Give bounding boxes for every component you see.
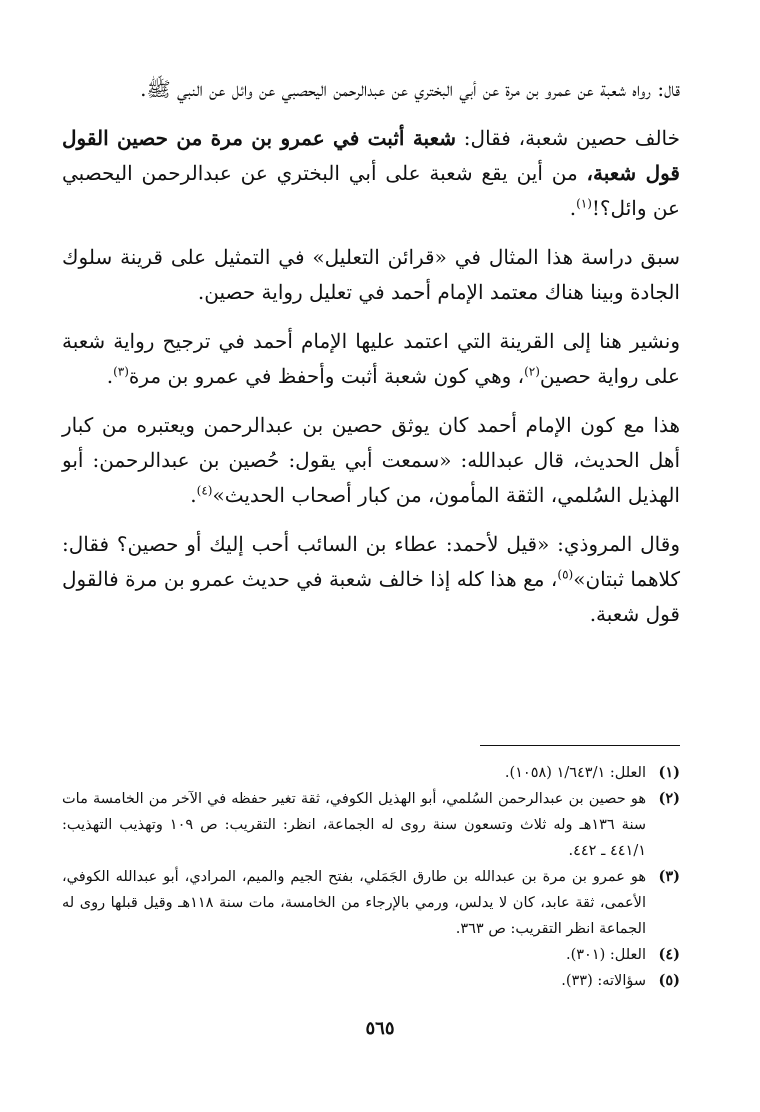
footnote-number: (٥) bbox=[658, 972, 680, 989]
footnote-number: (٢) bbox=[658, 790, 680, 807]
footnote-ref-2: (٢) bbox=[524, 364, 540, 379]
paragraph-3 bbox=[62, 240, 680, 310]
footnote-ref-5: (٥) bbox=[557, 567, 574, 582]
footnote-text: العلل: ١/٦٤٣/١ (١٠٥٨). bbox=[504, 765, 646, 781]
paragraph-3-text: سبق دراسة هذا المثال في «قرائن التعليل» في التمثيل على قرينة سلوك الجادة وبينا هناك معتمد الإمام أحمد في تعليل رواية حصين. bbox=[62, 245, 680, 304]
paragraph-5-end: . bbox=[190, 483, 197, 507]
paragraph-2-bold: شعبة أثبت في عمرو بن مرة من حصين القول قول شعبة، bbox=[62, 126, 680, 185]
paragraph-2 bbox=[62, 121, 680, 226]
footnote-3 bbox=[62, 864, 680, 942]
main-text bbox=[62, 72, 680, 646]
paragraph-4 bbox=[62, 324, 680, 394]
footnote-5 bbox=[62, 968, 680, 994]
page-number: ٥٦٥ bbox=[365, 1018, 395, 1039]
paragraph-5-text: هذا مع كون الإمام أحمد كان يوثق حصين بن عبدالرحمن ويعتبره من كبار أهل الحديث، قال عبدالله: «سمعت أبي يقول: حُصين بن عبدالرحمن: أبو الهذيل السُلمي، الثقة المأمون، من كبار أصحاب الحديث» bbox=[62, 413, 680, 507]
paragraph-1-text: قال: رواه شعبة عن عمرو بن مرة عن أبي البختري عن عبدالرحمن اليحصبي عن وائل عن النبي ﷺ. bbox=[140, 77, 680, 101]
footnote-text: سؤالاته: (٣٣). bbox=[561, 973, 646, 989]
footnote-separator bbox=[480, 745, 680, 746]
paragraph-4-end: . bbox=[106, 364, 114, 388]
paragraph-6-text-b: ، مع هذا كله إذا خالف شعبة في حديث عمرو بن مرة فالقول قول شعبة. bbox=[62, 567, 680, 626]
footnote-4 bbox=[62, 942, 680, 968]
footnote-number: (٤) bbox=[658, 946, 680, 963]
paragraph-4-text-a: ونشير هنا إلى القرينة التي اعتمد عليها الإمام أحمد في ترجيح رواية شعبة على رواية حصين bbox=[62, 329, 680, 388]
paragraph-2-text-c: من أين يقع شعبة على أبي البختري عن عبدالرحمن اليحصبي عن وائل؟! bbox=[62, 161, 680, 220]
paragraph-6-text-a: وقال المروذي: «قيل لأحمد: عطاء بن السائب أحب إليك أو حصين؟ فقال: كلاهما ثبتان» bbox=[62, 532, 681, 591]
footnote-number: (١) bbox=[658, 764, 680, 781]
footnote-ref-3: (٣) bbox=[113, 364, 129, 379]
paragraph-2-end: . bbox=[569, 196, 577, 220]
footnote-ref-4: (٤) bbox=[196, 483, 213, 498]
footnotes bbox=[62, 760, 680, 994]
footnote-text: هو حصين بن عبدالرحمن السُلمي، أبو الهذيل الكوفي، ثقة تغير حفظه في الآخر من الخامسة مات سنة ١٣٦هـ وله ثلاث وتسعون سنة روى له الجماعة، انظر: التقريب: ص ١٠٩ وتهذيب التهذيب: ٤٤١/١ ـ ٤٤٢. bbox=[62, 791, 646, 859]
paragraph-2-text-a: خالف حصين شعبة، فقال: bbox=[456, 126, 681, 150]
footnote-text: العلل: (٣٠١). bbox=[565, 947, 646, 963]
paragraph-4-text-b: ، وهي كون شعبة أثبت وأحفظ في عمرو بن مرة bbox=[128, 364, 525, 388]
footnote-1 bbox=[62, 760, 680, 786]
paragraph-1 bbox=[62, 72, 680, 107]
paragraph-6 bbox=[62, 527, 680, 632]
paragraph-5 bbox=[62, 408, 680, 513]
footnote-number: (٣) bbox=[658, 868, 680, 885]
footnote-ref-1: (١) bbox=[576, 196, 592, 211]
footnote-2 bbox=[62, 786, 680, 864]
footnote-text: هو عمرو بن مرة بن عبدالله بن طارق الجَمَلي، بفتح الجيم والميم، المرادي، أبو عبدالله الكوفي، الأعمى، ثقة عابد، كان لا يدلس، ورمي بالإرجاء من الخامسة، مات سنة ١١٨هـ وقيل قبلها روى له الجماعة انظر التقريب: ص ٣٦٣. bbox=[62, 869, 646, 937]
